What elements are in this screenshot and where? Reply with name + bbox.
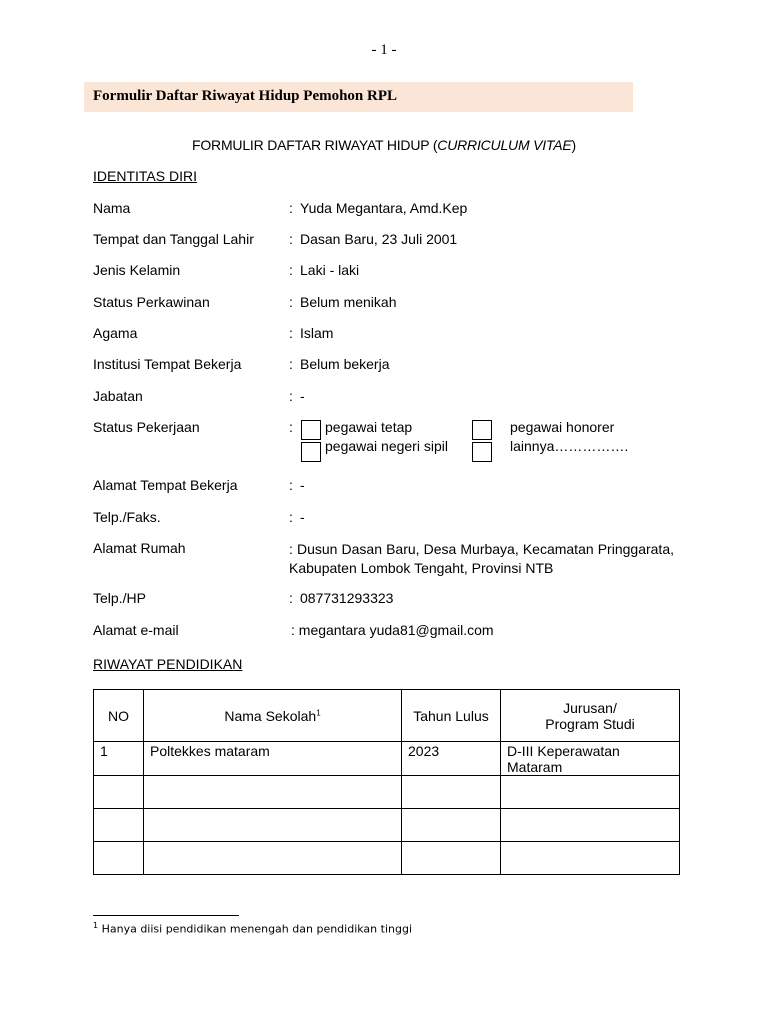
colon: :	[289, 388, 293, 404]
document-title	[0, 137, 768, 153]
field-label: Tempat dan Tanggal Lahir	[93, 231, 254, 247]
field-value: -	[300, 388, 305, 404]
alamat-rumah-label: Alamat Rumah	[93, 540, 186, 556]
field-value: Dasan Baru, 23 Juli 2001	[300, 231, 458, 247]
field-value: -	[300, 509, 305, 525]
field-value: Laki - laki	[300, 262, 360, 278]
footnote-ref: 1	[316, 707, 321, 717]
table-cell[interactable]	[501, 842, 680, 875]
field-label: Institusi Tempat Bekerja	[93, 356, 242, 372]
table-cell[interactable]	[402, 809, 501, 842]
table-cell[interactable]	[144, 842, 402, 875]
colon: :	[289, 356, 293, 372]
option-pegawai-honorer: pegawai honorer	[510, 419, 615, 435]
checkbox-pegawai-negeri-sipil[interactable]	[301, 442, 321, 462]
email-value: : megantara yuda81@gmail.com	[291, 622, 494, 638]
header-nama-sekolah-text: Nama Sekolah	[224, 707, 317, 724]
table-cell[interactable]: Poltekkes mataram	[144, 742, 402, 776]
email-label: Alamat e-mail	[93, 622, 179, 638]
colon: :	[289, 200, 293, 216]
alamat-rumah-value: : Dusun Dasan Baru, Desa Murbaya, Kecamatan Pringgarata, Kabupaten Lombok Tengaht, Provinsi NTB	[289, 541, 674, 576]
field-label: Nama	[93, 200, 131, 216]
table-cell[interactable]: 2023	[402, 742, 501, 776]
option-pegawai-negeri-sipil: pegawai negeri sipil	[325, 438, 448, 454]
table-cell[interactable]	[402, 776, 501, 809]
field-value: Yuda Megantara, Amd.Kep	[300, 200, 468, 216]
table-cell[interactable]	[501, 776, 680, 809]
field-label: Jabatan	[93, 388, 143, 404]
header-tahun-lulus: Tahun Lulus	[402, 690, 501, 742]
header-jurusan	[501, 690, 680, 742]
table-cell[interactable]: D-III Keperawatan Mataram	[501, 742, 680, 776]
footnote-divider	[93, 915, 239, 916]
header-jurusan-line2: Program Studi	[545, 715, 635, 732]
table-cell[interactable]	[94, 842, 144, 875]
field-label: Jenis Kelamin	[93, 262, 181, 278]
title-italic: CURRICULUM VITAE	[437, 137, 572, 153]
option-pegawai-tetap: pegawai tetap	[325, 419, 413, 435]
colon: :	[289, 231, 293, 247]
footnote	[93, 921, 412, 936]
colon: :	[289, 590, 293, 606]
table-header-row	[94, 690, 680, 742]
page-number: - 1 -	[371, 42, 397, 58]
table-row	[94, 776, 680, 809]
field-label: Status Perkawinan	[93, 294, 210, 310]
field-value: Islam	[300, 325, 334, 341]
table-row	[94, 742, 680, 776]
colon: :	[289, 419, 293, 435]
header-jurusan-line1: Jurusan/	[563, 699, 617, 716]
telp-hp-value: 087731293323	[300, 590, 394, 606]
field-value: -	[300, 477, 305, 493]
field-value: Belum bekerja	[300, 356, 390, 372]
title-main: FORMULIR DAFTAR RIWAYAT HIDUP (	[192, 137, 438, 153]
table-cell[interactable]	[402, 842, 501, 875]
field-label: Telp./Faks.	[93, 509, 161, 525]
table-cell[interactable]	[94, 809, 144, 842]
header-no: NO	[94, 690, 144, 742]
table-cell[interactable]	[144, 776, 402, 809]
colon: :	[289, 477, 293, 493]
field-value: Belum menikah	[300, 294, 397, 310]
checkbox-pegawai-tetap[interactable]	[301, 420, 321, 440]
section-pendidikan-heading: RIWAYAT PENDIDIKAN	[93, 656, 243, 672]
table-row	[94, 809, 680, 842]
status-pekerjaan-label: Status Pekerjaan	[93, 419, 200, 435]
footnote-marker: 1	[93, 921, 99, 930]
table-cell[interactable]	[501, 809, 680, 842]
colon: :	[289, 294, 293, 310]
field-label: Agama	[93, 325, 138, 341]
section-identitas-heading: IDENTITAS DIRI	[93, 168, 197, 184]
footnote-text: Hanya diisi pendidikan menengah dan pendidikan tinggi	[98, 922, 413, 936]
option-lainnya: lainnya…………….	[510, 438, 629, 454]
title-close: )	[571, 137, 576, 153]
colon: :	[289, 509, 293, 525]
colon: :	[289, 262, 293, 278]
education-table	[93, 689, 680, 875]
form-header-bar	[84, 82, 633, 112]
table-cell[interactable]	[144, 809, 402, 842]
header-nama-sekolah	[144, 690, 402, 742]
checkbox-pegawai-honorer[interactable]	[472, 420, 492, 440]
table-cell[interactable]	[94, 776, 144, 809]
table-cell[interactable]: 1	[94, 742, 144, 776]
checkbox-lainnya[interactable]	[472, 442, 492, 462]
form-header-text: Formulir Daftar Riwayat Hidup Pemohon RPL	[93, 88, 398, 104]
telp-hp-label: Telp./HP	[93, 590, 146, 606]
table-row	[94, 842, 680, 875]
colon: :	[289, 325, 293, 341]
field-label: Alamat Tempat Bekerja	[93, 477, 238, 493]
